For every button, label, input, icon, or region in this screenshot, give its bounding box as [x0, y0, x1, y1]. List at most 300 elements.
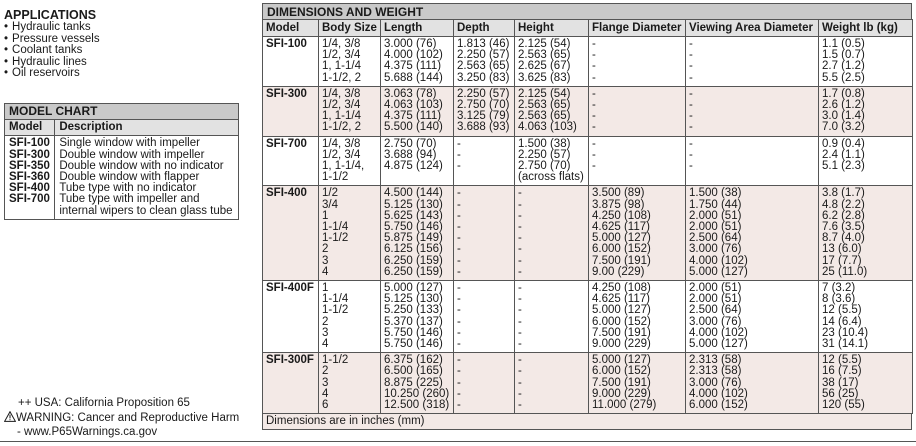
dimensions-value: 4.063 (103): [518, 121, 577, 134]
dimensions-value: -: [518, 187, 522, 200]
dimensions-value: 3.000 (76): [689, 315, 742, 328]
dimensions-value: 4.375 (111): [384, 60, 442, 73]
dimensions-value: -: [689, 110, 693, 123]
dimensions-value: 4.375 (111): [384, 110, 442, 123]
prop65-line2-row: [4, 411, 239, 426]
dimensions-value: 6.000 (152): [592, 243, 651, 256]
model-chart-col-description: Description: [55, 120, 239, 136]
model-chart-model: SFI-360: [5, 172, 55, 183]
dimensions-value: 12 (5.5): [822, 354, 862, 367]
dimensions-value: 4.500 (144): [384, 187, 443, 200]
dimensions-value: 1-1/2, 2: [322, 71, 361, 84]
dimensions-group-row: [263, 136, 913, 186]
dimensions-value: 2.313 (58): [689, 365, 742, 378]
dimensions-value: 1-1/4: [322, 293, 349, 306]
dimensions-value: -: [592, 87, 596, 100]
dimensions-value: 5.688 (144): [384, 71, 443, 84]
dimensions-value: -: [592, 148, 596, 161]
dimensions-value: 1/2, 3/4: [322, 49, 361, 62]
model-chart-title: MODEL CHART: [5, 104, 239, 120]
dimensions-value: -: [457, 221, 461, 234]
dimensions-value: 2.500 (64): [689, 304, 742, 317]
prop65-line3: - www.P65Warnings.ca.gov: [17, 426, 158, 439]
dimensions-value: 2.625 (67): [518, 60, 571, 73]
dimensions-header-row: [263, 20, 913, 37]
dimensions-value: -: [457, 198, 461, 211]
model-chart-model: SFI-350: [5, 161, 55, 172]
application-item: • Hydraulic lines: [4, 57, 100, 69]
dimensions-value: 1, 1-1/4,: [322, 160, 365, 173]
dimensions-value: -: [518, 198, 522, 211]
dimensions-value: 6.250 (159): [384, 254, 443, 267]
dimensions-col-header: Depth: [454, 20, 515, 37]
dimensions-body-size-cell: [319, 136, 381, 186]
dimensions-value: 1/2: [322, 187, 338, 200]
dimensions-value: 5.5 (2.5): [822, 71, 865, 84]
dimensions-value: 31 (14.1): [822, 338, 869, 351]
application-item: • Coolant tanks: [4, 45, 100, 57]
dimensions-value: 3: [322, 254, 329, 267]
dimensions-value: -: [518, 315, 522, 328]
dimensions-body: [263, 37, 913, 414]
dimensions-value: 2.250 (57): [457, 49, 510, 62]
dimensions-value: -: [518, 326, 522, 339]
dimensions-height-cell: [515, 37, 589, 87]
dimensions-height-cell: [515, 281, 589, 353]
dimensions-value: 2.563 (65): [518, 49, 571, 62]
dimensions-value: -: [457, 282, 461, 295]
dimensions-value: [592, 172, 682, 183]
warning-triangle-icon: [4, 411, 16, 422]
dimensions-model: SFI-400: [263, 186, 319, 281]
dimensions-height-cell: [515, 136, 589, 186]
dimensions-value: 9.00 (229): [592, 265, 645, 278]
dimensions-value: -: [457, 254, 461, 267]
dimensions-value: 3.8 (1.7): [822, 187, 865, 200]
dimensions-value: 6.250 (159): [384, 265, 443, 278]
bottom-divider: [0, 441, 916, 442]
dimensions-value: 4: [322, 338, 329, 351]
dimensions-value: 1.500 (38): [689, 187, 742, 200]
dimensions-value: -: [592, 160, 596, 173]
dimensions-value: 1.7 (0.8): [822, 87, 865, 100]
dimensions-value: -: [457, 315, 461, 328]
dimensions-value: -: [518, 232, 522, 245]
dimensions-value: 2.000 (51): [689, 293, 742, 306]
model-chart-model: SFI-100: [5, 136, 55, 150]
dimensions-table: [262, 19, 913, 414]
dimensions-value: 2.000 (51): [689, 209, 742, 222]
dimensions-body-size-cell: [319, 37, 381, 87]
dimensions-value: 6.375 (162): [384, 354, 443, 367]
dimensions-value: 4.000 (102): [689, 254, 748, 267]
dimensions-value: 1.500 (38): [518, 137, 571, 150]
dimensions-body-size-cell: [319, 353, 381, 414]
dimensions-value: 1-1/2: [322, 171, 349, 184]
dimensions-value: -: [592, 99, 596, 112]
dimensions-viewing-area-diameter-cell: [686, 37, 819, 87]
dimensions-value: -: [689, 137, 693, 150]
dimensions-value: 3.688 (94): [384, 148, 437, 161]
dimensions-value: -: [689, 38, 693, 50]
dimensions-value: 2: [322, 243, 329, 256]
dimensions-flange-diameter-cell: [589, 281, 686, 353]
dimensions-value: 5.370 (137): [384, 315, 443, 328]
dimensions-value: 7.500 (191): [592, 254, 651, 267]
dimensions-value: 7.0 (3.2): [822, 121, 865, 134]
dimensions-value: 9.000 (229): [592, 387, 651, 400]
dimensions-viewing-area-diameter-cell: [686, 86, 819, 136]
dimensions-value: 4.000 (102): [689, 387, 748, 400]
dimensions-value: 3/4: [322, 198, 338, 211]
dimensions-value: 5.1 (2.3): [822, 160, 865, 173]
dimensions-value: 4.250 (108): [592, 209, 651, 222]
dimensions-depth-cell: [454, 37, 515, 87]
dimensions-value: 5.750 (146): [384, 338, 443, 351]
dimensions-value: 4: [322, 387, 329, 400]
model-chart-description: [55, 136, 239, 150]
dimensions-flange-diameter-cell: [589, 186, 686, 281]
dimensions-value: 1, 1-1/4: [322, 60, 361, 73]
dimensions-flange-diameter-cell: [589, 136, 686, 186]
model-chart-col-model: Model: [5, 120, 55, 136]
application-item: • Hydraulic tanks: [4, 22, 100, 34]
model-chart-description: [55, 194, 239, 219]
dimensions-value: 7 (3.2): [822, 282, 856, 295]
dimensions-viewing-area-diameter-cell: [686, 136, 819, 186]
dimensions-value: 1: [322, 209, 329, 222]
model-chart-model: SFI-400: [5, 183, 55, 194]
dimensions-value: 1.5 (0.7): [822, 49, 865, 62]
dimensions-value: -: [689, 87, 693, 100]
dimensions-value: 2: [322, 315, 329, 328]
dimensions-value: 2.000 (51): [689, 221, 742, 234]
dimensions-value: 5.000 (127): [592, 232, 651, 245]
dimensions-value: 56 (25): [822, 387, 859, 400]
dimensions-col-header: Length: [381, 20, 454, 37]
dimensions-value: 1, 1-1/4: [322, 110, 361, 123]
dimensions-value: 3.625 (83): [518, 71, 571, 84]
dimensions-value: 38 (17): [822, 376, 859, 389]
dimensions-value: -: [592, 121, 596, 134]
dimensions-col-header: Viewing Area Diameter: [686, 20, 819, 37]
dimensions-value: 3: [322, 326, 329, 339]
dimensions-height-cell: [515, 186, 589, 281]
dimensions-group-row: [263, 281, 913, 353]
dimensions-value: 23 (10.4): [822, 326, 869, 339]
dimensions-value: 3.250 (83): [457, 71, 510, 84]
dimensions-length-cell: [381, 86, 454, 136]
dimensions-value: 2.563 (65): [457, 60, 510, 73]
application-item: • Pressure vessels: [4, 34, 100, 46]
dimensions-col-header: Weight lb (kg): [819, 20, 913, 37]
dimensions-value: 1: [322, 282, 329, 295]
dimensions-value: 3.688 (93): [457, 121, 510, 134]
dimensions-col-header: Height: [515, 20, 589, 37]
dimensions-length-cell: [381, 186, 454, 281]
dimensions-value: 2.750 (70): [518, 160, 571, 173]
dimensions-value: -: [457, 304, 461, 317]
dimensions-value: -: [592, 49, 596, 62]
dimensions-value: -: [518, 338, 522, 351]
dimensions-value: 1.813 (46): [457, 38, 510, 50]
model-chart-description-line: Tube type with no indicator: [59, 182, 197, 195]
dimensions-weight-cell: [819, 136, 913, 186]
dimensions-value: 120 (55): [822, 399, 865, 412]
dimensions-value: 3.0 (1.4): [822, 110, 865, 123]
dimensions-value: [384, 172, 450, 183]
dimensions-value: 8 (3.6): [822, 293, 856, 306]
model-chart-row: [5, 136, 239, 150]
dimensions-value: [822, 172, 909, 183]
dimensions-value: -: [518, 265, 522, 278]
application-item: • Oil reservoirs: [4, 68, 100, 80]
dimensions-value: -: [457, 137, 461, 150]
dimensions-value: 6.000 (152): [592, 365, 651, 378]
dimensions-flange-diameter-cell: [589, 86, 686, 136]
dimensions-model: SFI-300F: [263, 353, 319, 414]
dimensions-weight-cell: [819, 86, 913, 136]
dimensions-value: 2.750 (70): [384, 137, 437, 150]
dimensions-value: -: [457, 187, 461, 200]
dimensions-value: 5.250 (133): [384, 304, 443, 317]
dimensions-value: -: [518, 282, 522, 295]
dimensions-value: 2.125 (54): [518, 38, 571, 50]
dimensions-viewing-area-diameter-cell: [686, 353, 819, 414]
dimensions-value: 1/4, 3/8: [322, 137, 361, 150]
dimensions-value: -: [518, 399, 522, 412]
dimensions-model: SFI-400F: [263, 281, 319, 353]
dimensions-body-size-cell: [319, 186, 381, 281]
dimensions-value: 2: [322, 365, 329, 378]
dimensions-depth-cell: [454, 281, 515, 353]
dimensions-value: 5.000 (127): [689, 338, 748, 351]
dimensions-value: 6.000 (152): [689, 399, 748, 412]
dimensions-value: 6.2 (2.8): [822, 209, 865, 222]
dimensions-value: -: [689, 148, 693, 161]
dimensions-value: -: [457, 265, 461, 278]
dimensions-value: 17 (7.7): [822, 254, 862, 267]
applications-title: APPLICATIONS: [4, 8, 97, 22]
dimensions-group-row: [263, 86, 913, 136]
dimensions-value: 2.000 (51): [689, 282, 742, 295]
dimensions-value: 2.6 (1.2): [822, 99, 865, 112]
dimensions-value: 5.000 (127): [592, 304, 651, 317]
dimensions-weight-cell: [819, 37, 913, 87]
dimensions-flange-diameter-cell: [589, 353, 686, 414]
dimensions-value: -: [518, 354, 522, 367]
dimensions-value: 1.750 (44): [689, 198, 742, 211]
dimensions-value: -: [457, 326, 461, 339]
dimensions-value: 13 (6.0): [822, 243, 862, 256]
dimensions-value: -: [592, 60, 596, 73]
dimensions-title: DIMENSIONS AND WEIGHT: [262, 3, 912, 19]
dimensions-value: -: [457, 160, 461, 173]
dimensions-value: -: [457, 232, 461, 245]
dimensions-value: -: [457, 209, 461, 222]
dimensions-model: SFI-300: [263, 86, 319, 136]
dimensions-value: -: [592, 71, 596, 84]
dimensions-value: 7.500 (191): [592, 326, 651, 339]
dimensions-value: 4.000 (102): [384, 49, 443, 62]
prop65-warning: [4, 396, 239, 440]
dimensions-value: 5.875 (149): [384, 232, 443, 245]
dimensions-value: 7.6 (3.5): [822, 221, 865, 234]
dimensions-value: -: [518, 376, 522, 389]
dimensions-value: 2.4 (1.1): [822, 148, 865, 161]
dimensions-value: 5.625 (143): [384, 209, 443, 222]
model-chart-description-line: Double window with impeller: [59, 148, 205, 161]
dimensions-depth-cell: [454, 186, 515, 281]
dimensions-value: 5.750 (146): [384, 221, 443, 234]
dimensions-value: 6.125 (156): [384, 243, 443, 256]
dimensions-height-cell: [515, 353, 589, 414]
dimensions-value: -: [518, 304, 522, 317]
dimensions-value: -: [457, 376, 461, 389]
dimensions-value: -: [518, 293, 522, 306]
dimensions-value: -: [457, 243, 461, 256]
dimensions-value: 1/4, 3/8: [322, 87, 361, 100]
dimensions-value: 2.250 (57): [457, 87, 510, 100]
dimensions-value: -: [518, 365, 522, 378]
dimensions-col-header: Flange Diameter: [589, 20, 686, 37]
dimensions-value: [689, 172, 815, 183]
dimensions-value: -: [689, 49, 693, 62]
dimensions-value: -: [518, 243, 522, 256]
model-chart-description-line: internal wipers to clean glass tube: [59, 204, 233, 217]
dimensions-note: Dimensions are in inches (mm): [262, 414, 912, 430]
dimensions-value: 1/2, 3/4: [322, 148, 361, 161]
dimensions-value: 3.000 (76): [689, 243, 742, 256]
dimensions-weight-cell: [819, 281, 913, 353]
dimensions-value: 10.250 (260): [384, 387, 450, 400]
dimensions-value: -: [592, 38, 596, 50]
dimensions-group-row: [263, 186, 913, 281]
dimensions-value: (across flats): [518, 171, 584, 184]
dimensions-value: 5.000 (127): [592, 354, 651, 367]
dimensions-length-cell: [381, 353, 454, 414]
dimensions-value: 2.125 (54): [518, 87, 571, 100]
dimensions-weight-cell: [819, 186, 913, 281]
dimensions-value: -: [518, 221, 522, 234]
dimensions-value: 1/4, 3/8: [322, 38, 361, 50]
dimensions-value: 3.063 (78): [384, 87, 437, 100]
prop65-line1: ++ USA: California Proposition 65: [18, 397, 190, 409]
dimensions-value: -: [457, 365, 461, 378]
dimensions-value: 12.500 (318): [384, 399, 450, 412]
dimensions-value: 2.500 (64): [689, 232, 742, 245]
dimensions-value: 1-1/2: [322, 354, 349, 367]
model-chart-description-line: Tube type with impeller and: [59, 193, 200, 206]
dimensions-value: -: [518, 254, 522, 267]
dimensions-value: 2.7 (1.2): [822, 60, 865, 73]
dimensions-value: 4.000 (102): [689, 326, 748, 339]
model-chart-model: SFI-300: [5, 150, 55, 161]
dimensions-value: 0.9 (0.4): [822, 137, 865, 150]
dimensions-value: 8.875 (225): [384, 376, 443, 389]
dimensions-body-size-cell: [319, 281, 381, 353]
dimensions-value: 2.563 (65): [518, 110, 571, 123]
dimensions-value: 3: [322, 376, 329, 389]
model-chart-description-line: Double window with no indicator: [59, 159, 224, 172]
dimensions-value: -: [518, 387, 522, 400]
dimensions-value: -: [689, 160, 693, 173]
model-chart-row: [5, 194, 239, 219]
dimensions-value: 4.875 (124): [384, 160, 443, 173]
dimensions-value: 1-1/2: [322, 304, 349, 317]
dimensions-depth-cell: [454, 86, 515, 136]
model-chart-model: SFI-700: [5, 194, 55, 219]
dimensions-value: 7.500 (191): [592, 376, 651, 389]
dimensions-value: 1-1/2: [322, 232, 349, 245]
dimensions-value: 1-1/2, 2: [322, 121, 361, 134]
dimensions-length-cell: [381, 281, 454, 353]
dimensions-value: 6.500 (165): [384, 365, 443, 378]
dimensions-group-row: [263, 37, 913, 87]
dimensions-value: 6: [322, 399, 329, 412]
dimensions-value: 5.000 (127): [689, 265, 748, 278]
dimensions-value: -: [457, 293, 461, 306]
dimensions-viewing-area-diameter-cell: [686, 281, 819, 353]
dimensions-value: -: [689, 60, 693, 73]
applications-list: [4, 22, 100, 80]
dimensions-value: 5.000 (127): [384, 282, 443, 295]
dimensions-value: 12 (5.5): [822, 304, 862, 317]
dimensions-col-header: Model: [263, 20, 319, 37]
dimensions-length-cell: [381, 136, 454, 186]
dimensions-group-row: [263, 353, 913, 414]
dimensions-value: 4.063 (103): [384, 99, 443, 112]
dimensions-value: 5.125 (130): [384, 198, 443, 211]
model-chart-description-line: Double window with flapper: [59, 171, 200, 184]
dimensions-value: 16 (7.5): [822, 365, 862, 378]
dimensions-value: -: [518, 209, 522, 222]
dimensions-value: 4.250 (108): [592, 282, 651, 295]
dimensions-value: 3.875 (98): [592, 198, 645, 211]
dimensions-value: 5.750 (146): [384, 326, 443, 339]
dimensions-value: 2.750 (70): [457, 99, 510, 112]
dimensions-depth-cell: [454, 353, 515, 414]
dimensions-value: 5.125 (130): [384, 293, 443, 306]
dimensions-value: 4.8 (2.2): [822, 198, 865, 211]
dimensions-weight-cell: [819, 353, 913, 414]
dimensions-value: -: [689, 99, 693, 112]
dimensions-value: 4.625 (117): [592, 221, 650, 234]
dimensions-value: 4.625 (117): [592, 293, 650, 306]
dimensions-value: 9.000 (229): [592, 338, 651, 351]
dimensions-body-size-cell: [319, 86, 381, 136]
dimensions-value: 25 (11.0): [822, 265, 868, 278]
dimensions-value: 14 (6.4): [822, 315, 862, 328]
dimensions-depth-cell: [454, 136, 515, 186]
model-chart-body: [5, 136, 239, 219]
dimensions-value: -: [592, 110, 596, 123]
dimensions-value: 1-1/4: [322, 221, 349, 234]
dimensions-value: -: [689, 121, 693, 134]
dimensions-value: 2.313 (58): [689, 354, 742, 367]
dimensions-height-cell: [515, 86, 589, 136]
dimensions-section: [262, 3, 912, 437]
dimensions-value: -: [457, 399, 461, 412]
dimensions-value: 2.250 (57): [518, 148, 571, 161]
dimensions-value: -: [592, 137, 596, 150]
dimensions-value: 8.7 (4.0): [822, 232, 865, 245]
dimensions-value: -: [457, 338, 461, 351]
dimensions-value: 1/2, 3/4: [322, 99, 361, 112]
dimensions-value: -: [689, 71, 693, 84]
dimensions-col-header: Body Size: [319, 20, 381, 37]
applications-section: [4, 8, 100, 80]
